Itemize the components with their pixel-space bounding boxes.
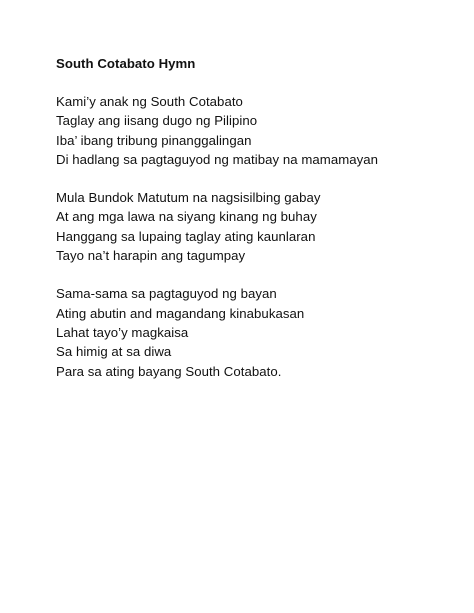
stanza-line: Ating abutin and magandang kinabukasan <box>56 305 305 321</box>
stanza-line: Lahat tayo’y magkaisa <box>56 324 189 340</box>
stanza-line: Iba’ ibang tribung pinanggalingan <box>56 132 252 148</box>
stanza-line: Sama-sama sa pagtaguyod ng bayan <box>56 286 277 302</box>
stanza-line: At ang mga lawa na siyang kinang ng buhay <box>56 209 317 225</box>
stanza-line: Taglay ang iisang dugo ng Pilipino <box>56 113 258 129</box>
stanza-1 <box>56 92 456 169</box>
stanza-line: Di hadlang sa pagtaguyod ng matibay na mamamayan <box>56 151 379 167</box>
stanza-line: Para sa ating bayang South Cotabato. <box>56 363 282 379</box>
stanza-line: Mula Bundok Matutum na nagsisilbing gabay <box>56 190 321 206</box>
stanza-line: Sa himig at sa diwa <box>56 344 172 360</box>
stanza-3 <box>56 284 456 380</box>
stanza-line: Tayo na’t harapin ang tagumpay <box>56 248 246 264</box>
hymn-title: South Cotabato Hymn <box>56 56 196 71</box>
stanza-line: Kami’y anak ng South Cotabato <box>56 94 243 109</box>
stanza-line: Hanggang sa lupaing taglay ating kaunlaran <box>56 228 316 244</box>
stanza-2 <box>56 188 456 265</box>
document-content <box>56 56 456 381</box>
